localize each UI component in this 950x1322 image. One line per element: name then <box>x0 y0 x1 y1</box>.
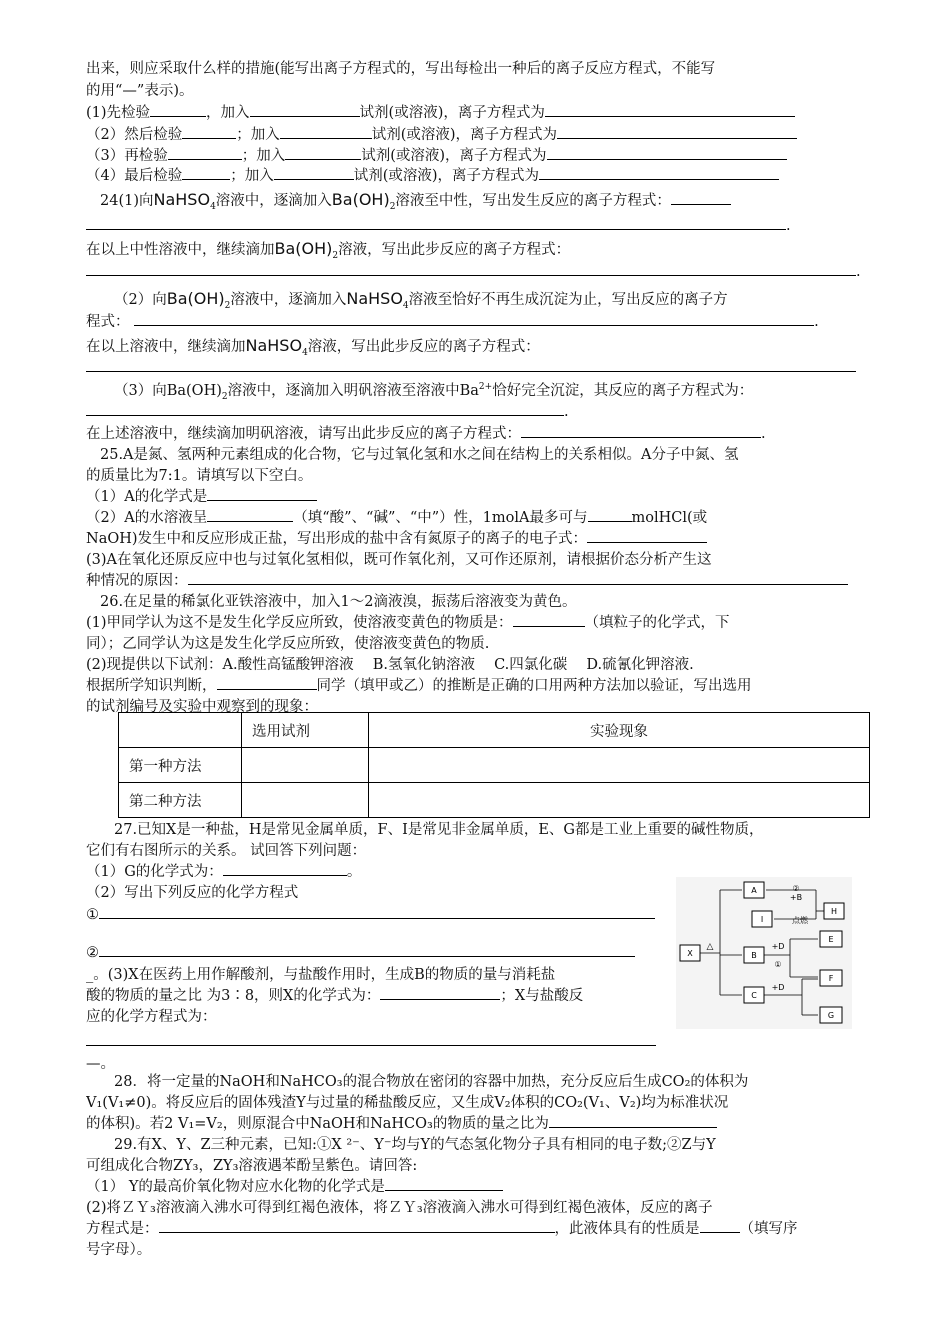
text-line: (2)将ＺＹ₃溶液滴入沸水可得到红褐色液体，将ＺＹ₃溶液滴入沸水可得到红褐色液体，反应的离子 <box>86 1200 713 1216</box>
text-line: （4）最后检验 ；加入 试剂(或溶液)，离子方程式为 <box>86 166 868 186</box>
node-label: G <box>827 1011 835 1020</box>
text-line: （2）写出下列反应的化学方程式 <box>86 885 299 901</box>
text-line: （1）A的化学式是 <box>86 487 868 507</box>
text-line: 可组成化合物ZY₃，ZY₃溶液遇苯酚呈紫色。请回答: <box>86 1158 418 1174</box>
text-line: NaOH)发生中和反应形成正盐，写出形成的盐中含有氮原子的离子的电子式： <box>86 529 868 549</box>
text-line: 方程式是： ，此液体具有的性质是 （填写序 <box>86 1221 798 1237</box>
text-line: 26.在足量的稀氯化亚铁溶液中，加入1～2滴液溴，振荡后溶液变为黄色。 <box>100 594 577 610</box>
table-cell[interactable] <box>242 748 369 783</box>
heat-label: △ <box>706 942 714 952</box>
text-line: 根据所学知识判断， 同学（填甲或乙）的推断是正确的口用两种方法加以验证，写出选用 <box>86 678 752 694</box>
node-label: E <box>828 935 834 944</box>
text-line: 程式： . <box>86 314 819 330</box>
table-header-reagent: 选用试剂 <box>242 713 369 748</box>
text-line: (1)先检验 ，加入 试剂(或溶液)，离子方程式为 <box>86 103 868 123</box>
text-line: （3）再检验 ；加入 试剂(或溶液)，离子方程式为 <box>86 146 868 166</box>
table-header-row <box>119 713 870 748</box>
text-line: （1） Y的最高价氧化物对应水化物的化学式是 <box>86 1177 868 1197</box>
reaction-label: 点燃 <box>792 916 808 925</box>
text-line: 25.A是氮、氢两种元素组成的化合物，它与过氧化氢和水之间在结构上的关系相似。A分子中氮、氢 <box>100 447 739 463</box>
reaction-label: +D <box>771 942 785 951</box>
text-line: 在上述溶液中，继续滴加明矾溶液，请写出此步反应的离子方程式： . <box>86 426 766 442</box>
text-line: （2）A的水溶液呈 （填“酸”、“碱”、“中”）性，1molA最多可与 molHCl(或 <box>86 510 708 526</box>
text-line: （2）向$Ba(OH)_2$溶液中，逐滴加入NaHSO$_4$溶液至恰好不再生成沉淀为止，写出反应的离子方 <box>114 289 728 310</box>
text-line: 出来，则应采取什么样的措施(能写出离子方程式的，写出每检出一种后的离子反应方程式，不能写 <box>86 61 716 77</box>
table-header-phenomenon: 实验现象 <box>369 713 870 748</box>
node-label: H <box>830 907 838 916</box>
text-line: (1)甲同学认为这不是发生化学反应所致，使溶液变黄色的物质是： （填粒子的化学式，下 <box>86 615 730 631</box>
text-line: ② <box>86 943 666 963</box>
node-label: A <box>751 886 757 895</box>
reaction-label: +D <box>771 983 785 992</box>
text-line: 号字母）。 <box>86 1242 152 1258</box>
experiment-table <box>118 712 870 818</box>
table-cell: 第二种方法 <box>119 783 242 818</box>
text-line: 27.已知X是一种盐，H是常见金属单质，F、I是常见非金属单质，E、G都是工业上重要的碱性物质， <box>114 822 764 838</box>
node-label: C <box>751 991 757 1000</box>
text-line: 在以上溶液中，继续滴加NaHSO$_4$溶液，写出此步反应的离子方程式： <box>86 336 540 357</box>
answer-blank[interactable]: . <box>86 216 868 236</box>
text-line: 的试剂编号及实验中观察到的现象： <box>86 699 318 715</box>
node-label: X <box>687 949 693 958</box>
text-line: 同）；乙同学认为这是发生化学反应所致，使溶液变黄色的物质. <box>86 636 490 652</box>
text-line: 29.有X、Y、Z三种元素，已知:①X ²⁻、Y⁻均与Y的气态氢化物分子具有相同的电子数;②Z与Y <box>114 1137 716 1153</box>
text-line: 28．将一定量的NaOH和NaHCO₃的混合物放在密闭的容器中加热，充分反应后生成CO₂的体积为 <box>114 1074 749 1090</box>
text-line: ① <box>86 905 666 925</box>
text-line: 的体积)。若2 V₁=V₂，则原混合中NaOH和NaHCO₃的物质的量之比为 <box>86 1114 868 1134</box>
table-row <box>119 783 870 818</box>
text-line: 的用“—”表示)。 <box>86 83 194 99</box>
text-line: V₁(V₁≠0)。将反应后的固体残渣Y与过量的稀盐酸反应，又生成V₂体积的CO₂(V₁、V₂)均为标准状况 <box>86 1095 729 1111</box>
reaction-label: +B <box>789 893 803 902</box>
text-line: 24(1)向NaHSO$_4$溶液中，逐滴加入$Ba(OH)_2$溶液至中性，写出发生反应的离子方程式： <box>100 190 882 211</box>
table-cell: 第一种方法 <box>119 748 242 783</box>
answer-blank[interactable] <box>86 1032 666 1052</box>
answer-blank[interactable] <box>86 358 868 378</box>
table-cell[interactable] <box>369 748 870 783</box>
text-line: （1）G的化学式为： 。 <box>86 864 362 880</box>
node-label: F <box>828 974 834 983</box>
table-cell <box>119 713 242 748</box>
text-line: _。(3)X在医药上用作解酸剂，与盐酸作用时，生成B的物质的量与消耗盐 <box>86 967 556 983</box>
reaction-diagram <box>676 877 852 1029</box>
text-line: —。 <box>86 1056 115 1072</box>
answer-blank[interactable]: . <box>86 402 868 422</box>
text-line: (2)现提供以下试剂：A.酸性高锰酸钾溶液 B.氢氧化钠溶液 C.四氯化碳 D.硫氰化钾溶液. <box>86 657 694 673</box>
text-line: 的质量比为7:1。请填写以下空白。 <box>86 468 313 484</box>
reaction-label: ① <box>774 960 782 969</box>
answer-blank[interactable]: . <box>86 262 868 282</box>
text-line: 在以上中性溶液中，继续滴加$Ba(OH)_2$溶液，写出此步反应的离子方程式： <box>86 239 571 260</box>
text-line: 它们有右图所示的关系。 试回答下列问题： <box>86 843 367 859</box>
node-label: I <box>760 915 764 924</box>
table-row <box>119 748 870 783</box>
text-line: 酸的物质的量之比 为3∶8，则X的化学式为： ；X与盐酸反 <box>86 988 584 1004</box>
reaction-label: ② <box>792 884 800 893</box>
table-cell[interactable] <box>242 783 369 818</box>
node-label: B <box>751 951 757 960</box>
text-line: 种情况的原因： <box>86 571 868 591</box>
text-line: （2）然后检验 ；加入 试剂(或溶液)，离子方程式为 <box>86 125 868 145</box>
table-cell[interactable] <box>369 783 870 818</box>
text-line: 应的化学方程式为： <box>86 1009 217 1025</box>
text-line: (3)A在氧化还原反应中也与过氧化氢相似，既可作氧化剂，又可作还原剂，请根据价态分析产生这 <box>86 552 712 568</box>
text-line: （3）向$Ba(OH)_2$溶液中，逐滴加入明矾溶液至溶液中$Ba^{2+}$恰好完全沉淀，其反应的离子方程式为： <box>114 382 754 401</box>
